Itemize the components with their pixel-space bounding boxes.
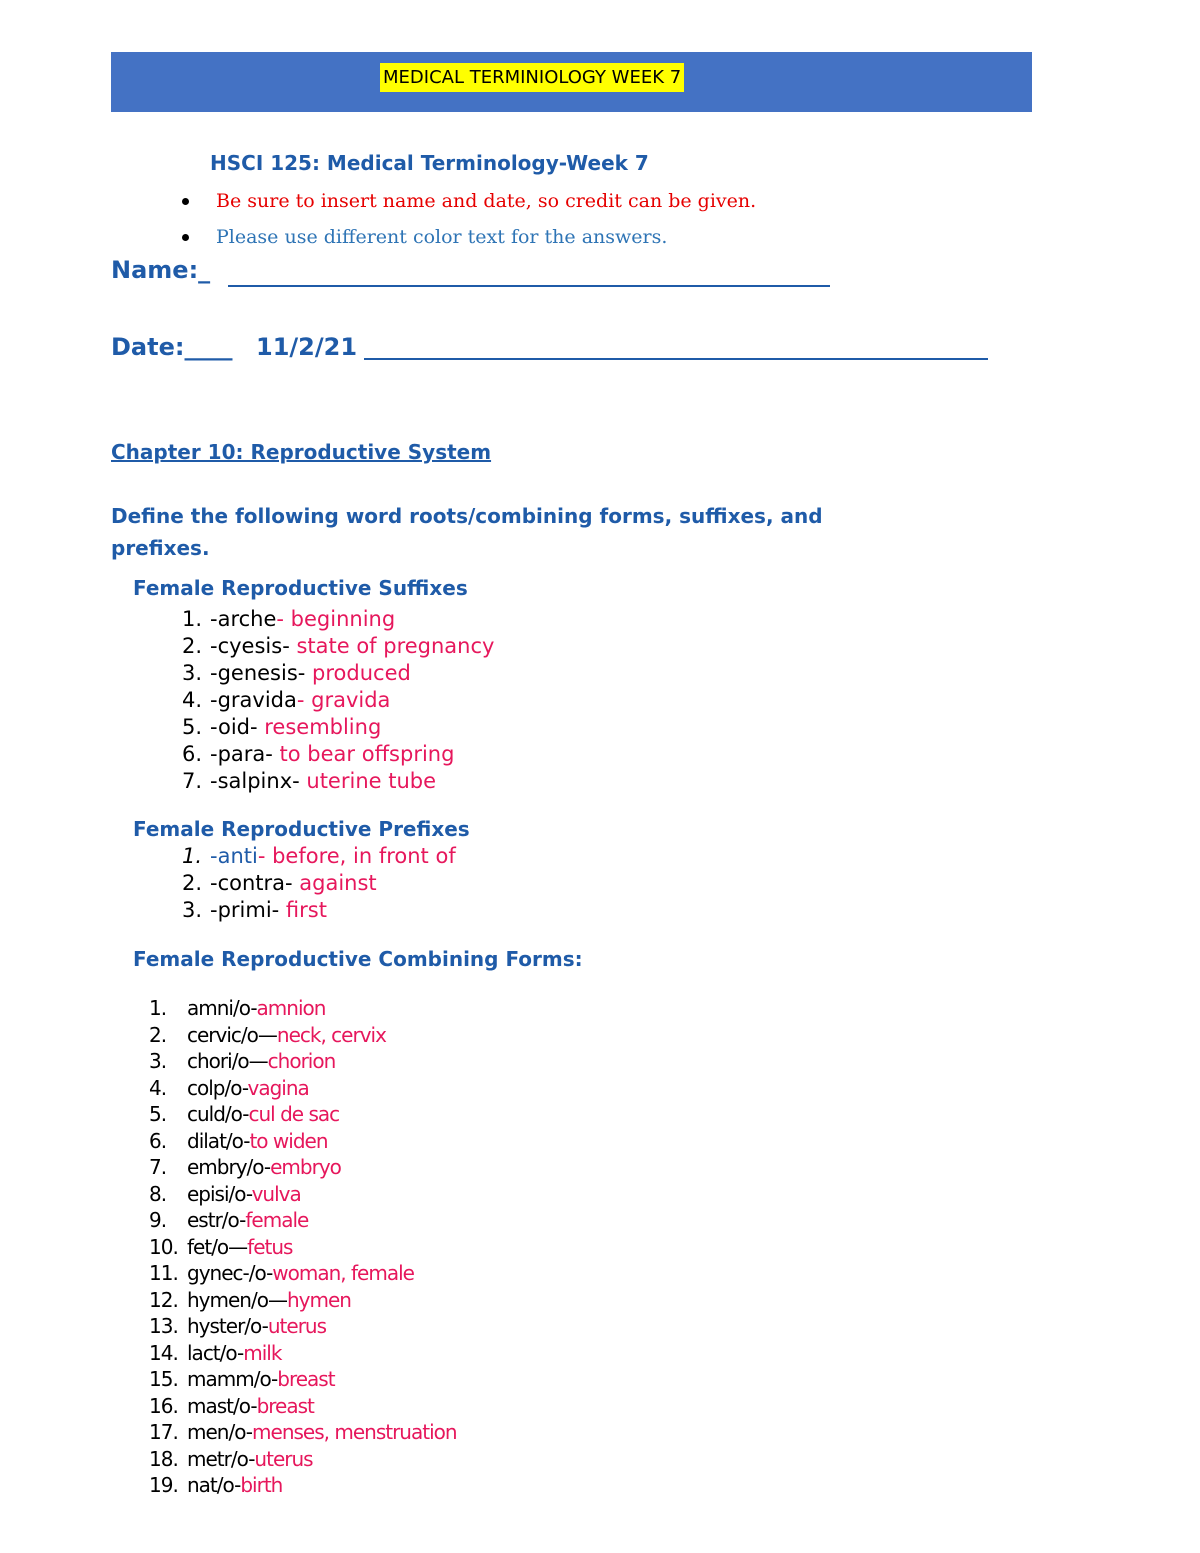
suffix-number: 5. <box>181 715 202 739</box>
suffix-item <box>181 768 494 795</box>
combining-form-number: 18. <box>149 1446 178 1471</box>
name-field-line[interactable] <box>228 285 830 287</box>
combining-form-answer: fetus <box>247 1234 293 1259</box>
combining-form-answer: milk <box>243 1340 282 1365</box>
suffix-term: -oid- <box>210 715 265 739</box>
suffix-term: -arche <box>210 607 277 631</box>
combining-form-item <box>149 1313 457 1340</box>
suffix-number: 2. <box>181 634 202 658</box>
combining-form-item <box>149 1419 457 1446</box>
prefix-item <box>181 897 456 924</box>
date-field-line[interactable] <box>364 358 988 360</box>
course-title: HSCI 125: Medical Terminology-Week 7 <box>210 151 649 175</box>
prefixes-heading: Female Reproductive Prefixes <box>133 817 470 841</box>
suffix-answer: - beginning <box>276 607 396 631</box>
prefix-number: 2. <box>181 871 202 895</box>
suffix-term: -salpinx- <box>210 769 307 793</box>
combining-form-term: metr/o- <box>187 1446 255 1471</box>
combining-form-answer: neck, cervix <box>276 1022 386 1047</box>
date-label: Date:____ <box>111 333 233 361</box>
combining-form-term: dilat/o- <box>187 1128 250 1153</box>
combining-form-number: 3. <box>149 1049 167 1073</box>
suffixes-list <box>181 606 495 795</box>
prefix-number: 3. <box>181 898 202 922</box>
combining-form-term: gynec-/o- <box>187 1261 273 1285</box>
combining-form-item <box>149 1366 457 1393</box>
combining-form-answer: breast <box>256 1393 314 1418</box>
combining-form-number: 19. <box>149 1473 178 1497</box>
combining-form-number: 11. <box>149 1261 178 1285</box>
combining-form-number: 6. <box>149 1128 167 1153</box>
combining-form-term: amni/o- <box>187 996 257 1020</box>
combining-form-item <box>149 1287 457 1314</box>
prefix-term: -contra- <box>210 871 300 895</box>
suffix-term: -genesis- <box>210 661 313 685</box>
suffix-term: -para- <box>210 742 280 766</box>
suffix-answer: to bear offspring <box>279 742 455 766</box>
combining-form-answer: woman, female <box>272 1261 414 1285</box>
define-instructions: Define the following word roots/combining forms, suffixes, and prefixes. <box>111 504 823 560</box>
suffix-answer: - gravida <box>296 688 391 712</box>
instruction-credit: Be sure to insert name and date, so credit can be given. <box>216 190 757 212</box>
combining-form-item <box>149 1207 457 1234</box>
prefix-item <box>181 843 456 870</box>
combining-form-answer: breast <box>277 1367 335 1391</box>
suffix-term: -gravida <box>210 688 297 712</box>
combining-form-answer: amnion <box>256 996 326 1020</box>
suffix-item <box>181 606 494 633</box>
combining-form-term: fet/o— <box>187 1234 248 1259</box>
suffix-number: 3. <box>181 661 202 685</box>
suffix-number: 7. <box>181 769 202 793</box>
suffix-number: 6. <box>181 742 202 766</box>
combining-form-item <box>149 1393 457 1420</box>
combining-form-answer: embryo <box>270 1155 341 1179</box>
combining-form-term: culd/o- <box>187 1102 249 1126</box>
combining-form-answer: vagina <box>247 1075 309 1100</box>
combining-form-term: hymen/o— <box>187 1287 287 1312</box>
combining-form-term: episi/o- <box>187 1181 252 1206</box>
suffix-answer: state of pregnancy <box>296 634 495 658</box>
combining-form-item <box>149 1472 457 1499</box>
combining-forms-heading: Female Reproductive Combining Forms: <box>133 947 583 971</box>
combining-form-term: chori/o— <box>187 1049 268 1073</box>
combining-form-number: 7. <box>149 1155 167 1179</box>
suffix-answer: resembling <box>264 715 382 739</box>
suffix-item <box>181 633 495 660</box>
bullet-icon <box>182 198 189 205</box>
suffix-item <box>181 660 494 687</box>
combining-form-item <box>149 1260 457 1287</box>
combining-form-term: cervic/o— <box>187 1022 277 1047</box>
combining-form-item <box>149 1048 457 1075</box>
prefix-answer: - before, in front of <box>257 844 456 868</box>
combining-form-number: 8. <box>149 1181 167 1206</box>
combining-form-item <box>149 995 457 1022</box>
combining-form-answer: to widen <box>249 1128 328 1153</box>
combining-form-number: 17. <box>149 1420 178 1444</box>
combining-form-item <box>149 1075 457 1102</box>
suffix-answer: produced <box>312 661 411 685</box>
page-title: MEDICAL TERMINIOLOGY WEEK 7 <box>380 63 684 92</box>
combining-form-term: lact/o- <box>187 1340 244 1365</box>
combining-form-item <box>149 1446 457 1473</box>
suffixes-heading: Female Reproductive Suffixes <box>133 576 468 600</box>
combining-form-number: 10. <box>149 1234 178 1259</box>
combining-form-answer: female <box>245 1208 309 1232</box>
combining-form-number: 16. <box>149 1393 178 1418</box>
bullet-icon <box>182 234 189 241</box>
date-value: 11/2/21 <box>256 333 358 361</box>
prefix-number: 1. <box>181 844 202 868</box>
name-label: Name:_ <box>111 256 211 284</box>
suffix-item <box>181 714 494 741</box>
combining-form-answer: vulva <box>251 1181 301 1206</box>
combining-form-item <box>149 1340 457 1367</box>
prefixes-list <box>181 843 456 924</box>
combining-form-term: mamm/o- <box>187 1367 278 1391</box>
prefix-answer: against <box>299 871 377 895</box>
combining-forms-list <box>149 995 457 1499</box>
combining-form-answer: uterus <box>267 1314 327 1338</box>
combining-form-term: colp/o- <box>187 1075 248 1100</box>
combining-form-number: 2. <box>149 1022 167 1047</box>
combining-form-number: 14. <box>149 1340 178 1365</box>
combining-form-number: 13. <box>149 1314 178 1338</box>
combining-form-item <box>149 1128 457 1155</box>
suffix-item <box>181 741 494 768</box>
combining-form-item <box>149 1234 457 1261</box>
combining-form-answer: hymen <box>286 1287 351 1312</box>
prefix-item <box>181 870 456 897</box>
combining-form-item <box>149 1022 457 1049</box>
combining-form-number: 5. <box>149 1102 167 1126</box>
suffix-item <box>181 687 494 714</box>
combining-form-answer: birth <box>240 1473 283 1497</box>
combining-form-term: nat/o- <box>187 1473 241 1497</box>
combining-form-term: estr/o- <box>187 1208 246 1232</box>
combining-form-item <box>149 1101 457 1128</box>
suffix-answer: uterine tube <box>306 769 437 793</box>
prefix-answer: first <box>285 898 327 922</box>
combining-form-number: 4. <box>149 1075 167 1100</box>
suffix-term: -cyesis- <box>210 634 297 658</box>
combining-form-item <box>149 1154 457 1181</box>
combining-form-answer: menses, menstruation <box>252 1420 457 1444</box>
chapter-title: Chapter 10: Reproductive System <box>111 440 492 464</box>
combining-form-number: 15. <box>149 1367 178 1391</box>
combining-form-number: 9. <box>149 1208 167 1232</box>
combining-form-number: 12. <box>149 1287 178 1312</box>
combining-form-item <box>149 1181 457 1208</box>
suffix-number: 1. <box>181 607 202 631</box>
combining-form-answer: chorion <box>267 1049 336 1073</box>
prefix-term: -anti <box>210 844 258 868</box>
prefix-term: -primi- <box>210 898 286 922</box>
combining-form-term: embry/o- <box>187 1155 271 1179</box>
combining-form-number: 1. <box>149 996 167 1020</box>
instruction-color: Please use different color text for the answers. <box>216 226 668 248</box>
suffix-number: 4. <box>181 688 202 712</box>
combining-form-term: hyster/o- <box>187 1314 268 1338</box>
combining-form-answer: cul de sac <box>248 1102 340 1126</box>
combining-form-term: men/o- <box>187 1420 253 1444</box>
combining-form-answer: uterus <box>254 1446 313 1471</box>
combining-form-term: mast/o- <box>187 1393 257 1418</box>
